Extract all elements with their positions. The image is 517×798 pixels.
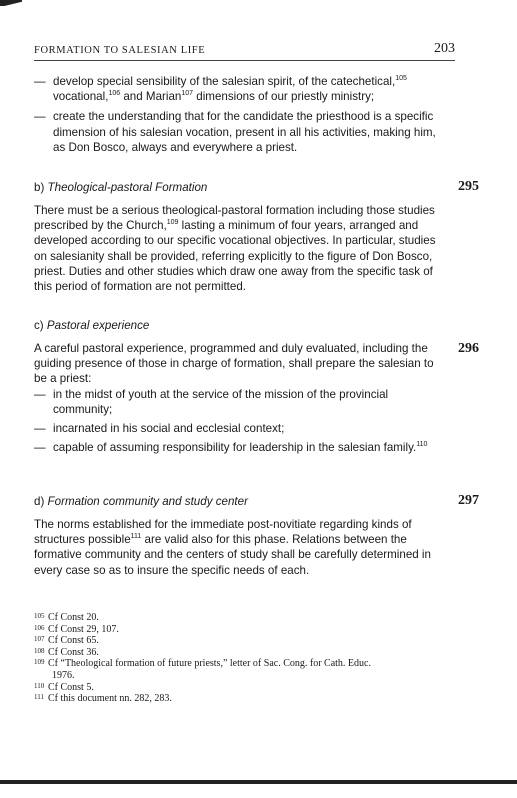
section-heading-b: b) Theological-pastoral Formation — [34, 181, 208, 194]
bullet-dash: — — [34, 110, 46, 124]
footnote-ref[interactable]: 105 — [395, 75, 407, 83]
page-number: 203 — [434, 41, 455, 56]
footnote-ref[interactable]: 107 — [181, 90, 194, 98]
list-item — [34, 74, 446, 104]
footnote: 109 Cf “Theological formation of future priests,” letter of Sac. Cong. for Cath. Educ. 1976. — [34, 658, 371, 681]
footnote-ref[interactable]: 109 — [166, 219, 179, 227]
section-title: Theological-pastoral Formation — [47, 181, 208, 194]
section-d-body: The norms established for the immediate post-novitiate regarding kinds of structures possible$^{111}$ are valid also for this phase. Relations between the formative community and the centers of study shall be carefully determined in every case so as to insure the specific needs of each. — [34, 518, 431, 577]
section-b-body: There must be a serious theological-pastoral formation including those studies prescribed by the Church,$^{109}$ lasting a minimum of four years, arranged and developed according to our specific vocational objectives. In particular, studies on salesianity shall be provided, referring explicitly to the figure of Don Bosco, priest. Duties and other studies which draw one away from the specific task of this period of formation are not permitted. — [34, 204, 436, 294]
bullet-dash: — — [34, 75, 46, 88]
section-heading-d: d) Formation community and study center — [34, 495, 248, 508]
footnote-ref[interactable]: 111 — [130, 533, 142, 541]
footnote: 108 Cf Const 36. — [34, 646, 99, 658]
section-title: Pastoral experience — [46, 319, 150, 332]
footnote-ref[interactable]: 110 — [416, 441, 428, 449]
running-title: FORMATION TO SALESIAN LIFE — [34, 45, 206, 56]
paragraph-number: 295 — [458, 179, 479, 194]
running-header — [34, 42, 455, 61]
top-bullet-list — [34, 74, 446, 155]
list-item-text: develop special sensibility of the salesian spirit, of the catechetical,$^{105}$ vocational,$^{106}$ and Marian$^{107}$ dimensions of our priestly ministry; — [53, 75, 407, 104]
section-c-body — [34, 341, 446, 455]
list-item: — in the midst of youth at the service of the mission of the provincial community; — [34, 387, 389, 416]
section-title: Formation community and study center — [47, 495, 248, 508]
footnote-ref[interactable]: 106 — [108, 90, 121, 98]
section-heading-c: c) Pastoral experience — [34, 319, 150, 332]
footnote: 110 Cf Const 5. — [34, 681, 94, 693]
list-item: — capable of assuming responsibility for leadership in the salesian family.$^{110}$ — [34, 441, 428, 455]
footnote: 106 Cf Const 29, 107. — [34, 623, 119, 635]
paragraph-number: 297 — [458, 493, 479, 508]
list-item — [34, 109, 446, 155]
bottom-rule — [0, 780, 517, 784]
list-item: — incarnated in his social and ecclesial context; — [34, 422, 285, 436]
paragraph-number: 296 — [458, 341, 479, 356]
corner-mark — [0, 0, 22, 6]
list-item-text: create the understanding that for the candidate the priesthood is a specific dimension of his salesian vocation, present in all his activities, making him, as Don Bosco, always and everywhere a priest. — [53, 110, 436, 154]
footnote: 111 Cf this document nn. 282, 283. — [34, 693, 172, 705]
footnote: 105 Cf Const 20. — [34, 612, 99, 623]
footnote: 107 Cf Const 65. — [34, 635, 99, 647]
section-c-intro: A careful pastoral experience, programmed and duly evaluated, including the guiding presence of those in charge of formation, shall prepare the salesian to be a priest: — [34, 342, 434, 386]
footnotes — [34, 612, 454, 705]
